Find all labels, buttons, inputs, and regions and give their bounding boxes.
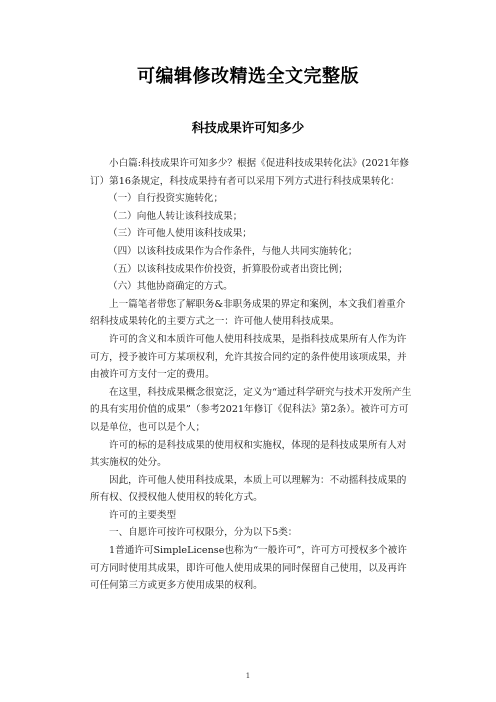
list-item: （五）以该科技成果作价投资，折算股份或者出资比例； [108,263,348,275]
section-heading: 许可的主要类型 [109,509,177,521]
paragraph: 在这里，科技成果概念很宽泛，定义为“通过科学研究与技术开发所产生的具有实用价值的成果”（参考2021年修订《促科法》第2条）。被许可方可以是单位，也可以是个人； [90,386,412,433]
list-item: （六）其他协商确定的方式。 [108,281,233,293]
list-item: （三）许可他人使用该科技成果； [108,228,252,240]
paragraph: 上一篇笔者带您了解职务&非职务成果的界定和案例，本文我们着重介绍科技成果转化的主要方式之一：许可他人使用科技成果。 [90,298,406,328]
paragraph: 许可的含义和本质许可他人使用科技成果，是指科技成果所有人作为许可方，授予被许可方某项权利，允许其按合同约定的条件使用该项成果，并由被许可方支付一定的费用。 [90,333,407,381]
list-item: （二）向他人转让该科技成果； [108,210,243,222]
paragraph: 一、自愿许可按许可权限分，分为以下5类： [109,527,298,539]
paragraph: 小白篇:科技成果许可知多少？根据《促进科技成果转化法》(2021年修订）第16条规定，科技成果持有者可以采用下列方式进行科技成果转化： [90,158,410,187]
paragraph: 1普通许可SimpleLicense也称为“一般许可”，许可方可授权多个被许可方同时使用其成果，即许可他人使用成果的同时保留自己使用，以及再许可任何第三方或更多方使用成果的权利。 [90,545,407,592]
article-body [90,155,412,595]
document-title: 可编辑修改精选全文完整版 [137,66,359,87]
paragraph: 许可的标的是科技成果的使用权和实施权，体现的是科技成果所有人对其实施权的处分。 [90,439,407,469]
paragraph: 因此，许可他人使用科技成果，本质上可以理解为：不动摇科技成果的所有权、仅授权他人使用权的转化方式。 [90,474,407,504]
article-title: 科技成果许可知多少 [191,120,305,135]
list-item: （四）以该科技成果作为合作条件，与他人共同实施转化； [108,245,358,257]
list-item: （一）自行投资实施转化； [108,193,224,205]
page-number: 1 [245,672,251,680]
